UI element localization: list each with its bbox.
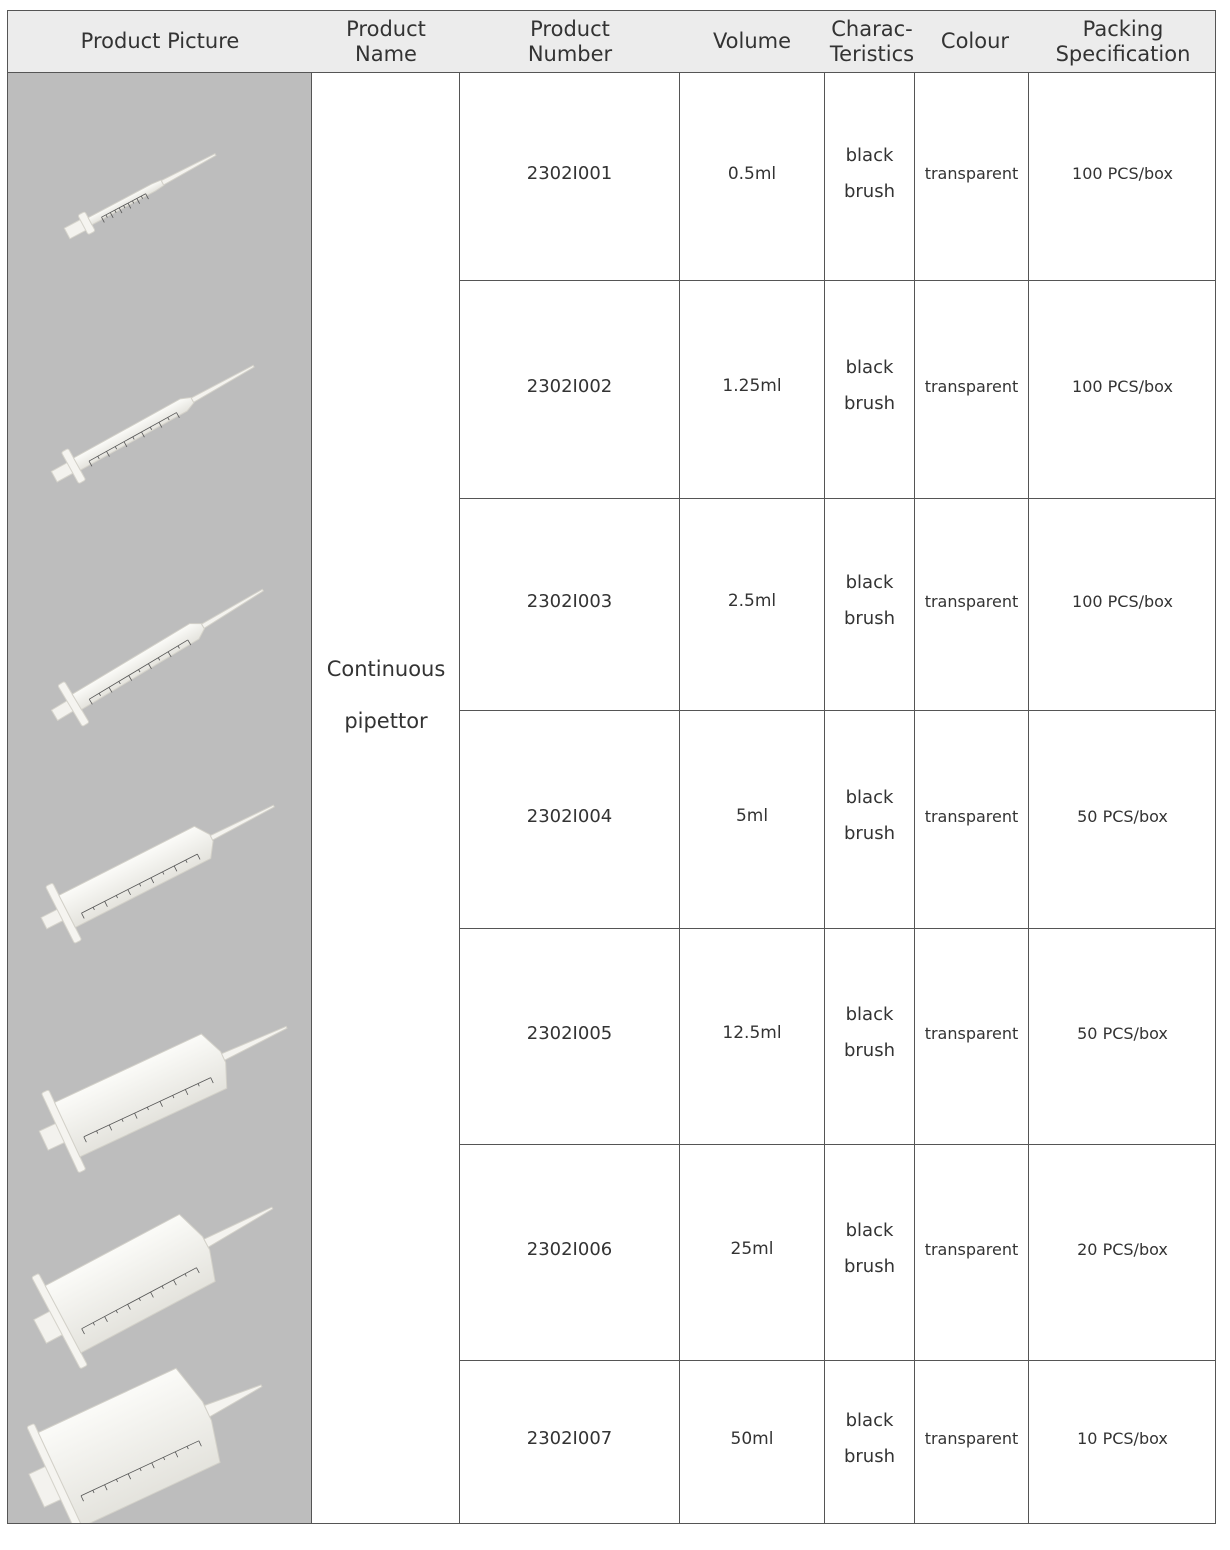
product-number-cell: 2302I003 [526,590,613,612]
header-characteristics: Charac- Teristics [829,16,915,66]
product-name-text: Continuous pipettor [326,657,446,733]
volume-cell: 2.5ml [727,591,777,611]
pipette-image [42,570,275,736]
row-divider [459,1144,1216,1145]
packing-specification-cell: 50 PCS/box [1077,1023,1168,1043]
header-product-picture: Product Picture [80,29,240,53]
pipette-image [62,145,221,243]
characteristics-cell: black brush [843,787,896,844]
row-divider [459,498,1216,499]
product-number-cell: 2302I007 [526,1428,613,1449]
product-number-cell: 2302I004 [526,805,613,827]
colour-cell: transparent [924,1429,1019,1448]
packing-specification-cell: 50 PCS/box [1077,806,1168,826]
volume-cell: 1.25ml [722,376,782,396]
product-number-cell: 2302I005 [526,1022,613,1044]
packing-specification-cell: 100 PCS/box [1072,376,1173,396]
characteristics-cell: black brush [843,1220,896,1277]
pipette-image [29,778,288,952]
volume-cell: 50ml [730,1428,774,1449]
header-product-number: Product Number [527,16,613,66]
characteristics-cell: black brush [843,572,896,629]
product-table [7,10,1216,1524]
pipette-image [25,987,305,1180]
colour-cell: transparent [924,591,1019,611]
volume-cell: 0.5ml [727,163,777,184]
characteristics-cell: black brush [843,357,896,414]
row-divider [459,928,1216,929]
header-packing-specification: Packing Specification [1055,16,1191,66]
product-name-cell [312,73,460,1523]
colour-cell: transparent [924,164,1019,183]
product-number-cell: 2302I002 [526,375,613,397]
row-divider [459,1360,1216,1361]
pipette-image [10,1330,287,1523]
colour-cell: transparent [924,1023,1019,1043]
header-colour: Colour [940,29,1010,53]
volume-cell: 12.5ml [722,1023,782,1043]
row-divider [459,280,1216,281]
volume-cell: 25ml [730,1239,774,1259]
row-divider [459,710,1216,711]
pipette-image [16,1162,297,1377]
pipette-images [8,73,312,1523]
characteristics-cell: black brush [843,1004,896,1061]
packing-specification-cell: 20 PCS/box [1077,1239,1168,1259]
packing-specification-cell: 100 PCS/box [1072,164,1173,183]
colour-cell: transparent [924,806,1019,826]
header-volume: Volume [712,29,792,53]
table-header [8,11,1215,73]
packing-specification-cell: 10 PCS/box [1077,1429,1168,1448]
header-product-name: Product Name [346,16,426,66]
product-number-cell: 2302I006 [526,1238,613,1260]
product-picture-column [8,73,312,1523]
volume-cell: 5ml [735,806,769,826]
characteristics-cell: black brush [843,144,896,202]
packing-specification-cell: 100 PCS/box [1072,591,1173,611]
colour-cell: transparent [924,376,1019,396]
characteristics-cell: black brush [843,1409,896,1467]
pipette-image [46,350,263,492]
colour-cell: transparent [924,1239,1019,1259]
product-number-cell: 2302I001 [526,163,613,184]
